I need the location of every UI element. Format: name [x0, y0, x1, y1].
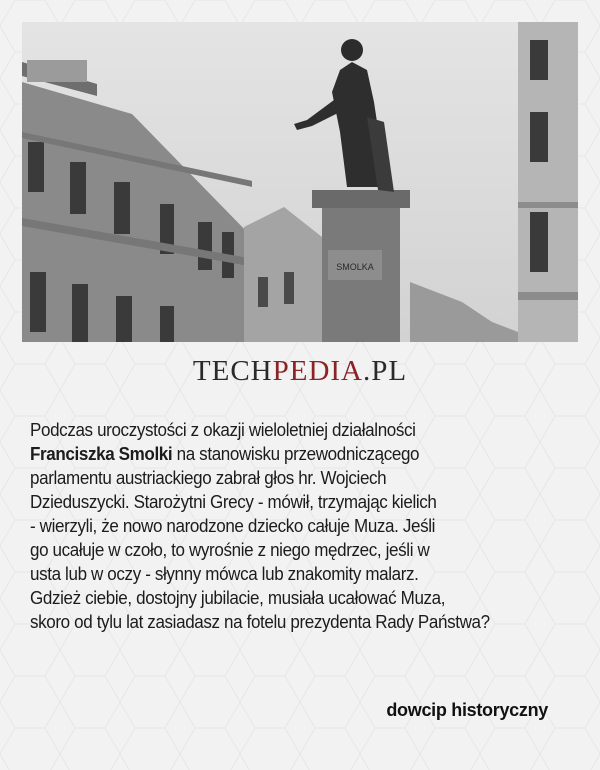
logo-part-domain: .PL: [363, 355, 408, 387]
text-line: Podczas uroczystości z okazji wieloletniej działalności: [30, 419, 416, 440]
logo-part-tech: TECH: [192, 355, 273, 387]
text-line: skoro od tylu lat zasiadasz na fotelu prezydenta Rady Państwa?: [30, 611, 490, 632]
text-line: go ucałuje w czoło, to wyrośnie z niego mędrzec, jeśli w: [30, 539, 430, 560]
signature-caption: dowcip historyczny: [386, 700, 548, 720]
text-line: Dzieduszycki. Starożytni Grecy - mówił, trzymając kielich: [30, 491, 437, 512]
text-line: Gdzież ciebie, dostojny jubilacie, musiała ucałować Muza,: [30, 587, 446, 608]
logo-part-pedia: PEDIA: [272, 355, 363, 387]
monument-inscription: SMOLKA: [336, 262, 374, 272]
monument-photo-illustration: [22, 22, 578, 342]
text-line: parlamentu austriackiego zabrał głos hr. Wojciech: [30, 467, 387, 488]
text-line: [30, 442, 545, 466]
text-line-rest: na stanowisku przewodniczącego: [172, 443, 420, 464]
text-line: - wierzyli, że nowo narodzone dziecko całuje Muza. Jeśli: [30, 515, 436, 536]
text-line: usta lub w oczy - słynny mówca lub znakomity malarz.: [30, 563, 419, 584]
techpedia-logo: [0, 355, 600, 388]
anecdote-text: [30, 418, 545, 634]
bold-name: Franciszka Smolki: [30, 443, 173, 464]
monument-photo: [22, 22, 578, 342]
